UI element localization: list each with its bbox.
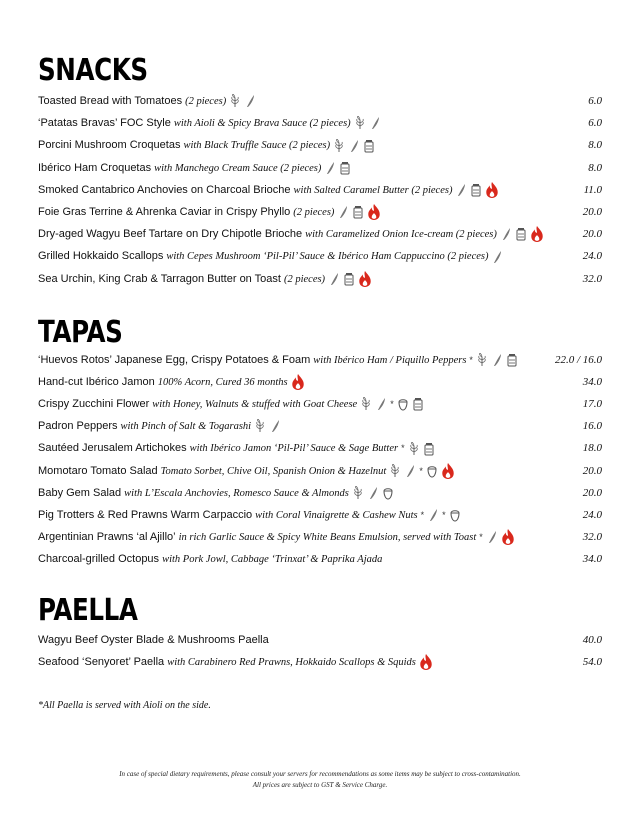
nut-icon xyxy=(449,505,461,525)
fire-icon xyxy=(367,202,381,222)
item-price: 20.0 xyxy=(582,486,602,499)
section-title-paella: PAELLA xyxy=(38,593,138,628)
chili-icon xyxy=(491,350,503,370)
item-price: 24.0 xyxy=(582,250,602,263)
item-name: Grilled Hokkaido Scallops xyxy=(38,250,164,263)
section-title-snacks: SNACKS xyxy=(38,53,148,88)
chili-icon xyxy=(404,461,416,481)
nut-icon xyxy=(397,394,409,414)
item-description: with Ibérico Jamon ‘Pil-Pil’ Sauce & Sage Butter xyxy=(189,443,399,455)
item-description: with Caramelized Onion Ice-cream (2 pieces) xyxy=(305,229,497,241)
wheat-icon xyxy=(352,483,364,503)
menu-item xyxy=(38,461,602,481)
wheat-icon xyxy=(229,91,241,111)
menu-item xyxy=(38,269,602,289)
chili-icon xyxy=(369,113,381,133)
item-description: with Pinch of Salt & Togarashi xyxy=(120,421,252,433)
menu-item xyxy=(38,652,602,672)
item-name: Dry-aged Wagyu Beef Tartare on Dry Chipotle Brioche xyxy=(38,228,303,241)
wheat-icon xyxy=(389,461,401,481)
item-description: with L’Escala Anchovies, Romesco Sauce & Almonds xyxy=(124,487,349,499)
jar-icon xyxy=(470,180,482,200)
menu-item xyxy=(38,246,602,266)
section-title-tapas: TAPAS xyxy=(38,315,123,350)
jar-icon xyxy=(423,438,435,458)
menu-item xyxy=(38,350,602,370)
asterisk-mark: * xyxy=(419,465,423,476)
menu-item xyxy=(38,372,602,392)
wheat-icon xyxy=(476,350,488,370)
jar-icon xyxy=(506,350,518,370)
item-description: with Carabinero Red Prawns, Hokkaido Scallops & Squids xyxy=(167,657,416,668)
item-name: Ibérico Ham Croquetas xyxy=(38,161,152,174)
item-name: Crispy Zucchini Flower xyxy=(38,398,150,411)
item-description: Tomato Sorbet, Chive Oil, Spanish Onion & Hazelnut xyxy=(160,465,387,477)
item-price: 22.0 / 16.0 xyxy=(554,354,602,366)
item-description: with Ibérico Ham / Piquillo Peppers xyxy=(313,355,467,366)
item-price: 20.0 xyxy=(582,228,602,241)
item-price: 32.0 xyxy=(582,272,602,285)
jar-icon xyxy=(339,158,351,178)
menu-item xyxy=(38,113,602,133)
menu-item xyxy=(38,630,602,650)
asterisk-mark: * xyxy=(479,531,483,542)
chili-icon xyxy=(348,135,360,155)
menu-item xyxy=(38,416,602,436)
menu-item xyxy=(38,158,602,178)
jar-icon xyxy=(515,224,527,244)
item-price: 34.0 xyxy=(582,552,602,565)
item-price: 20.0 xyxy=(582,464,602,477)
chili-icon xyxy=(328,269,340,289)
chili-icon xyxy=(491,246,503,266)
item-price: 8.0 xyxy=(588,161,602,174)
item-price: 8.0 xyxy=(588,139,602,152)
wheat-icon xyxy=(408,438,420,458)
item-description: (2 pieces) xyxy=(185,96,227,107)
item-price: 54.0 xyxy=(582,656,602,668)
chili-icon xyxy=(324,158,336,178)
menu-item xyxy=(38,202,602,222)
menu-item xyxy=(38,135,602,155)
item-price: 18.0 xyxy=(582,442,602,455)
fire-icon xyxy=(358,269,372,289)
item-price: 6.0 xyxy=(588,95,602,107)
item-price: 24.0 xyxy=(582,508,602,521)
item-description: with Aioli & Spicy Brava Sauce (2 pieces) xyxy=(173,118,351,130)
asterisk-mark: * xyxy=(390,399,394,410)
chili-icon xyxy=(375,394,387,414)
item-name: Momotaro Tomato Salad xyxy=(38,464,158,477)
jar-icon xyxy=(343,269,355,289)
item-name: Sea Urchin, King Crab & Tarragon Butter on Toast xyxy=(38,272,281,285)
chili-icon xyxy=(244,91,256,111)
wheat-icon xyxy=(354,113,366,133)
menu-item xyxy=(38,180,602,200)
nut-icon xyxy=(382,483,394,503)
menu-item xyxy=(38,527,602,547)
item-name: Seafood ‘Senyoret’ Paella xyxy=(38,656,165,668)
item-description: (2 pieces) xyxy=(293,207,335,218)
item-name: ‘Huevos Rotos’ Japanese Egg, Crispy Potatoes & Foam xyxy=(38,354,311,366)
menu-item xyxy=(38,549,602,569)
item-description: with Black Truffle Sauce (2 pieces) xyxy=(183,140,331,152)
chili-icon xyxy=(455,180,467,200)
item-price: 40.0 xyxy=(582,634,602,646)
chili-icon xyxy=(337,202,349,222)
item-name: Toasted Bread with Tomatoes xyxy=(38,95,183,107)
item-description: with Salted Caramel Butter (2 pieces) xyxy=(293,184,453,196)
asterisk-mark: * xyxy=(469,355,473,366)
item-price: 17.0 xyxy=(582,398,602,411)
chili-icon xyxy=(486,527,498,547)
fire-icon xyxy=(530,224,544,244)
item-description: with Honey, Walnuts & stuffed with Goat Cheese xyxy=(152,399,358,411)
item-description: (2 pieces) xyxy=(283,273,326,285)
menu-item xyxy=(38,224,602,244)
item-name: Charcoal-grilled Octopus xyxy=(38,552,160,565)
item-name: Sautéed Jerusalem Artichokes xyxy=(38,442,187,455)
item-name: Baby Gem Salad xyxy=(38,486,122,499)
nut-icon xyxy=(426,461,438,481)
item-description: with Manchego Cream Sauce (2 pieces) xyxy=(154,162,322,174)
wheat-icon xyxy=(254,416,266,436)
chili-icon xyxy=(367,483,379,503)
item-description: with Pork Jowl, Cabbage ‘Trinxat’ & Paprika Ajada xyxy=(162,553,383,565)
footer-line-2: All prices are subject to GST & Service Charge. xyxy=(252,781,388,789)
fire-icon xyxy=(441,461,455,481)
item-description: 100% Acorn, Cured 36 months xyxy=(157,377,288,389)
fire-icon xyxy=(485,180,499,200)
footer-line-1: In case of special dietary requirements, please consult your servers for recommendations as some items may be subject to cross-contamination. xyxy=(119,770,521,778)
item-name: Hand-cut Ibérico Jamon xyxy=(38,376,155,389)
menu-item xyxy=(38,438,602,458)
fire-icon xyxy=(501,527,515,547)
menu-item xyxy=(38,483,602,503)
jar-icon xyxy=(412,394,424,414)
jar-icon xyxy=(363,135,375,155)
item-price: 34.0 xyxy=(582,376,602,389)
chili-icon xyxy=(500,224,512,244)
wheat-icon xyxy=(333,135,345,155)
asterisk-mark: * xyxy=(420,509,425,520)
item-description: with Cepes Mushroom ‘Pil-Pil’ Sauce & Ibérico Ham Cappuccino (2 pieces) xyxy=(166,251,489,263)
fire-icon xyxy=(291,372,305,392)
menu-item xyxy=(38,91,602,111)
item-description: in rich Garlic Sauce & Spicy White Beans Emulsion, served with Toast xyxy=(178,531,477,543)
item-name: ‘Patatas Bravas’ FOC Style xyxy=(38,117,171,130)
item-name: Pig Trotters & Red Prawns Warm Carpaccio xyxy=(38,508,253,521)
item-price: 11.0 xyxy=(583,183,602,196)
item-description: with Coral Vinaigrette & Cashew Nuts xyxy=(255,509,418,521)
paella-note: *All Paella is served with Aioli on the side. xyxy=(38,700,211,711)
item-name: Smoked Cantabrico Anchovies on Charcoal Brioche xyxy=(38,183,291,196)
menu-item xyxy=(38,505,602,525)
item-name: Padron Peppers xyxy=(38,420,118,433)
chili-icon xyxy=(269,416,281,436)
item-price: 16.0 xyxy=(582,420,602,433)
item-name: Foie Gras Terrine & Ahrenka Caviar in Crispy Phyllo xyxy=(38,206,291,218)
fire-icon xyxy=(419,652,433,672)
item-price: 20.0 xyxy=(582,206,602,218)
asterisk-mark: * xyxy=(442,509,446,520)
item-name: Wagyu Beef Oyster Blade & Mushrooms Paella xyxy=(38,634,269,646)
menu-item xyxy=(38,394,602,414)
item-name: Porcini Mushroom Croquetas xyxy=(38,139,181,152)
jar-icon xyxy=(352,202,364,222)
item-name: Argentinian Prawns ‘al Ajillo’ xyxy=(38,530,176,543)
item-price: 32.0 xyxy=(582,530,602,543)
asterisk-mark: * xyxy=(401,443,405,454)
wheat-icon xyxy=(360,394,372,414)
item-price: 6.0 xyxy=(588,117,602,130)
chili-icon xyxy=(427,505,439,525)
